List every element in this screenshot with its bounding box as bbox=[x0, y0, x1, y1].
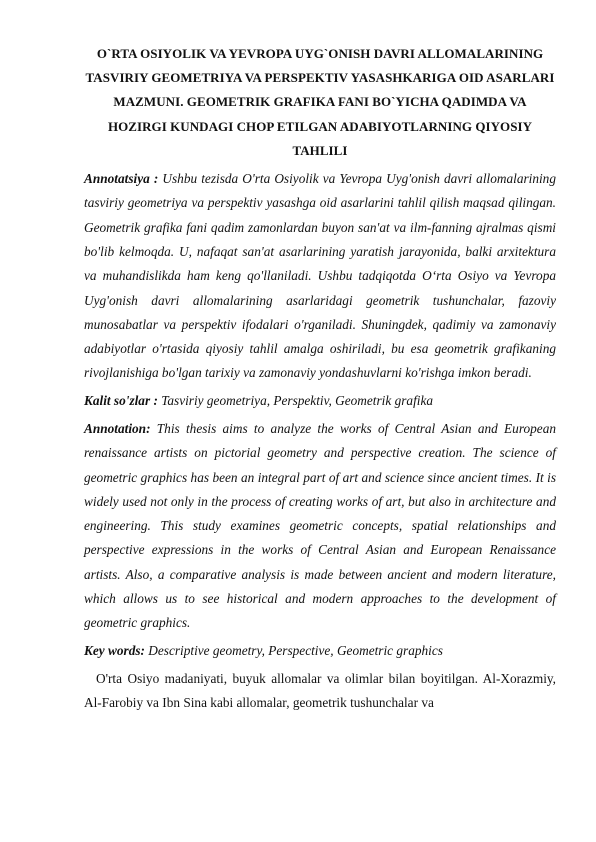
body-paragraph: O'rta Osiyo madaniyati, buyuk allomalar va olimlar bilan boyitilgan. Al-Xorazmiy, Al-Farobiy va Ibn Sina kabi allomalar, geometrik tushunchalar va bbox=[84, 670, 556, 711]
keywords-uz-text: Tasviriy geometriya, Perspektiv, Geometrik grafika bbox=[157, 392, 434, 408]
abstract-en-label: Annotation: bbox=[84, 420, 151, 436]
keywords-uz bbox=[84, 389, 556, 413]
keywords-en-text: Descriptive geometry, Perspective, Geometric graphics bbox=[144, 642, 443, 658]
abstract-en bbox=[84, 417, 556, 636]
abstract-en-text: This thesis aims to analyze the works of Central Asian and European renaissance artists on pictorial geometry and perspective creation. The science of geometric graphics has been an integral part of art and science since ancient times. It is widely used not only in the process of creating works of art, but also in architecture and engineering. This study examines geometric concepts, spatial relationships and perspective expressions in the works of Central Asian and European Renaissance artists. Also, a comparative analysis is made between ancient and modern literature, which allows us to see historical and modern approaches to the development of geometric graphics. bbox=[84, 420, 556, 631]
abstract-uz-text: Ushbu tezisda O'rta Osiyolik va Yevropa Uyg'onish davri allomalarining tasviriy geometriya va perspektiv yasashga oid asarlarini tahlil qilish maqsad qilingan. Geometrik grafika fani qadim zamonlardan buyon san'at va ilm-fanning ajralmas qismi bo'lib kelmoqda. U, nafaqat san'at asarlarining yaratish jarayonida, balki arxitektura va muhandislikda ham keng qo'llaniladi. Ushbu tadqiqotda O‘rta Osiyo va Yevropa Uyg'onish davri allomalarining asarlaridagi geometrik tushunchalar, fazoviy munosabatlar va perspektiv ifodalari o'rganiladi. Shuningdek, qadimiy va zamonaviy adabiyotlar o'rtasida qiyosiy tahlil amalga oshiriladi, bu esa geometrik grafikaning rivojlanishiga bo'lgan tarixiy va zamonaviy yondashuvlarni ko'rishga imkon beradi. bbox=[84, 171, 556, 381]
keywords-en bbox=[84, 639, 556, 663]
paper-page bbox=[84, 42, 556, 716]
abstract-uz-label: Annotatsiya : bbox=[84, 171, 159, 187]
paper-title: O`RTA OSIYOLIK VA YEVROPA UYG`ONISH DAVRI ALLOMALARINING TASVIRIY GEOMETRIYA VA PERSPEKTIV YASASHKARIGA OID ASARLARI MAZMUNI. GEOMETRIK GRAFIKA FANI BO`YICHA QADIMDA VA HOZIRGI KUNDAGI CHOP ETILGAN ADABIYOTLARNING QIYOSIY TAHLILI bbox=[85, 46, 555, 158]
abstract-uz bbox=[84, 167, 556, 386]
keywords-uz-label: Kalit so'zlar : bbox=[84, 392, 158, 408]
keywords-en-label: Key words: bbox=[84, 642, 145, 658]
